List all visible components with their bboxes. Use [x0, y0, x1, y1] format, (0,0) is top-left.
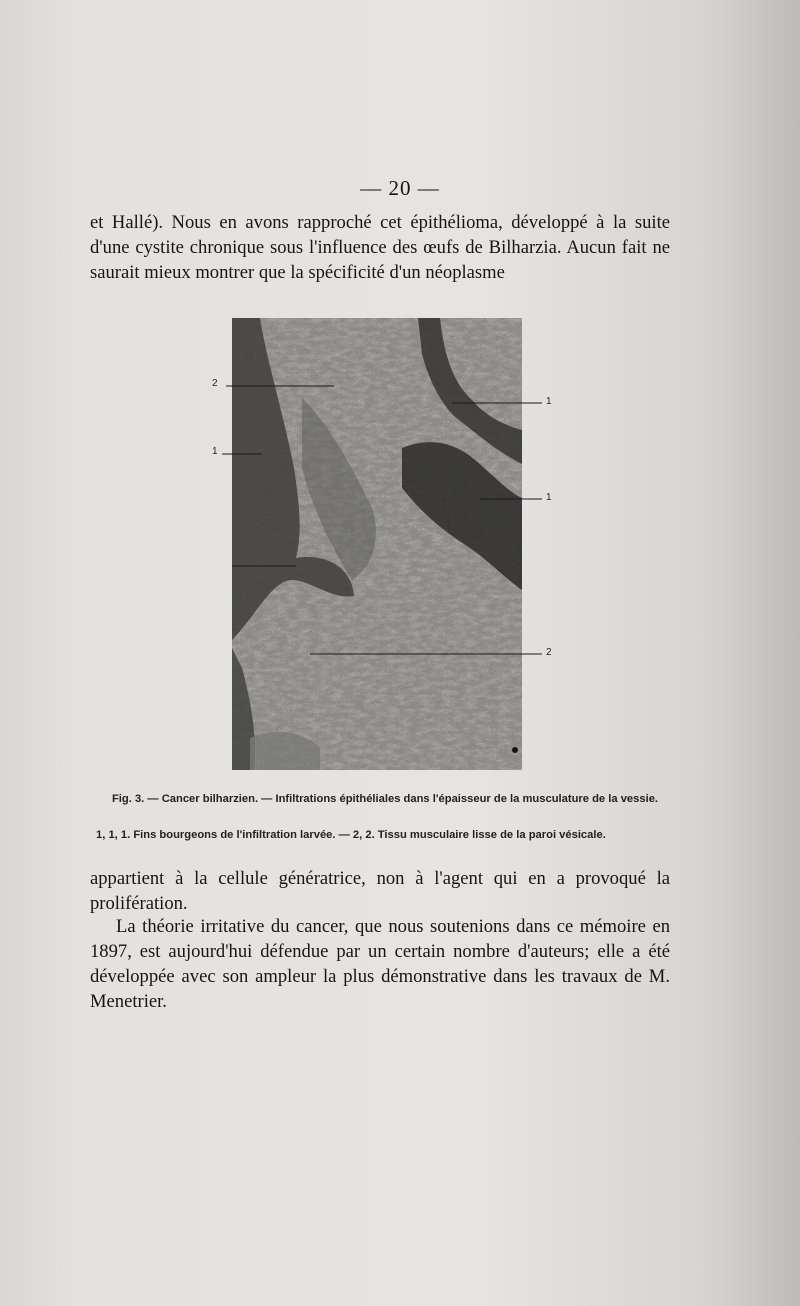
figure-label-1-right-mid: 1	[546, 492, 552, 503]
paragraph-irritative-theory: La théorie irritative du cancer, que nous soutenions dans ce mémoire en 1897, est aujourd'hui défendue par un certain nombre d'auteurs; elle a été développée avec son ampleur la plus démonstrative dans les travaux de M. Menetrier.	[90, 916, 670, 1012]
figure-caption: Fig. 3. — Cancer bilharzien. — Infiltrations épithéliales dans l'épaisseur de la musculature de la vessie.	[111, 793, 659, 805]
figure-label-1-left: 1	[212, 446, 218, 457]
paragraph-after-figure: appartient à la cellule génératrice, non à l'agent qui en a provoqué la prolifération.	[90, 868, 670, 914]
marker-dot	[512, 747, 518, 753]
figure-label-2-right: 2	[546, 647, 552, 658]
figure-label-1-right-top: 1	[546, 396, 552, 407]
paragraph-continuation: et Hallé). Nous en avons rapproché cet épithélioma, développé à la suite d'une cystite chronique sous l'influence des œufs de Bilharzia. Aucun fait ne saurait mieux montrer que la spécificité d'un néoplasme	[90, 212, 670, 283]
figure-legend: 1, 1, 1. Fins bourgeons de l'infiltration larvée. — 2, 2. Tissu musculaire lisse de la paroi vésicale.	[96, 829, 606, 841]
page-number: — 20 —	[360, 176, 440, 200]
histology-figure	[232, 318, 522, 770]
figure-label-2-left: 2	[212, 378, 218, 389]
